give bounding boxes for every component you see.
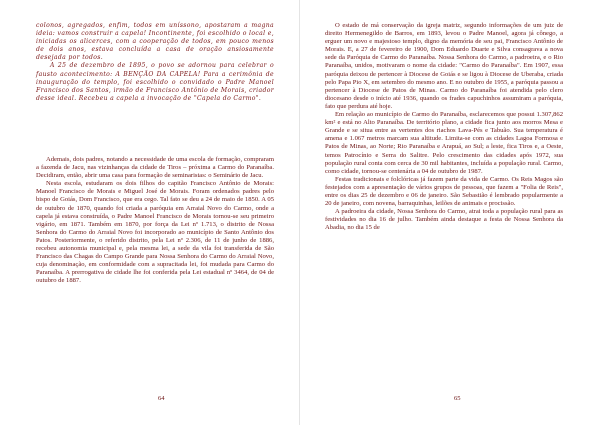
quotation-block [36,22,274,103]
body-paragraph: O estado de má conservação da igreja matriz, segundo informações de um juiz de direito Hermenegildo de Barros, em 1893, levou o Padre Manoel, agora já cônego, a erguer um novo e majestoso templo, digno da memória de seu pai, Francisco Antônio de Morais. E, a 27 de fevereiro de 1900, Dom Eduardo Duarte e Silva consagrava a nova sede da Paróquia de Carmo do Paranaíba. Nossa Senhora do Carmo, a padroeira, e o Rio Paranaíba, unidos, motivaram o nome da cidade: "Carmo do Paranaíba". Em 1907, essa paróquia deixou de pertencer à Diocese de Goiás e se ligou à Diocese de Uberaba, criada pelo Papa Pio X, em setembro do mesmo ano. E no outubro de 1955, a paróquia passou a pertencer à Diocese de Patos de Minas. Carmo do Paranaíba foi atendida pelo clero diocesano desde o início até 1936, quando os frades capuchinhos assumiram a paróquia, fato que perdura até hoje. [325,22,563,110]
body-paragraph: Em relação ao município de Carmo do Paranaíba, esclarecemos que possui 1.307,862 km² e está no Alto Paranaíba. De território plano, a cidade fica junto aos morros Mesa e Grande e se situa entre as vertentes dos riachos Lava-Pés e Tabuão. Sua temperatura é amena e 1.067 metros marcam sua altitude. Limita-se com as cidades Lagoa Formosa e Patos de Minas, ao Norte; Rio Paranaíba e Arapuá, ao Sul; a leste, fica Tiros e, a Oeste, temos Patrocínio e Serra do Salitre. Pelo crescimento das cidades após 1972, sua população rural conta com cerca de 30 mil habitantes, incluída a população rural. Carmo, como cidade, tornou-se centenária a 04 de outubro de 1987. [325,111,563,175]
body-paragraph: Ademais, dois padres, notando a necessidade de uma escola de formação, compraram a fazenda de Jacu, nas vizinhanças da cidade de Tiros – próxima a Carmo do Paranaíba. Decidiram, então, abrir uma casa para formação de seminaristas: o Seminário de Jacu. [36,156,274,180]
left-body-text [36,156,274,286]
page-number-right: 65 [454,395,461,402]
quote-paragraph: A 25 de dezembro de 1895, o povo se adornou para celebrar o fausto acontecimento: A BENÇÃO DA CAPELA! Para a cerimônia de inauguração do templo, foi escolhido o convidado o Padre Manoel Francisco dos Santos, irmão de Francisco Antônio de Morais, criador desse ideal. Recebeu a capela a invocação de "Capela do Carmo". [36,62,274,102]
right-body-text [325,22,563,232]
body-paragraph: A padroeira da cidade, Nossa Senhora do Carmo, atrai toda a população rural para as festividades no dia 16 de julho. Também ainda destaque a festa de Nossa Senhora da Abadia, no dia 15 de [325,208,563,232]
quote-paragraph: colonos, agregados, enfim, todos em uníssono, apostaram a magna ideia: vamos construir a capela! Incontinente, foi escolhido o local e, iniciadas os alicerces, com a cooperação de todos, em pouco menos de dois anos, estava concluída a casa de oração ansiosamente desejada por todos. [36,22,274,62]
page-number-left: 64 [158,395,165,402]
body-paragraph: Festas tradicionais e folclóricas já fazem parte da vida de Carmo. Os Reis Magos são festejados com a apresentação de vários grupos de pessoas, que fazem a "Folia de Reis", entre os dias 25 de dezembro e 06 de janeiro. São Sebastião é lembrado popularmente a 20 de janeiro, com novena, barraquinhas, leilões de animais e procissão. [325,175,563,208]
body-paragraph: Nesta escola, estudaram os dois filhos do capitão Francisco Antônio de Morais: Manoel Francisco de Morais e Miguel José de Morais. Foram ordenados padres pelo bispo de Goiás, Dom Francisco, que era cego. Tal fato se deu a 24 de maio de 1850. A 05 de outubro de 1870, quando foi criada a paróquia em Arraial Novo do Carmo, onde a capela já estava construída, o Padre Manoel Francisco de Morais tornou-se seu primeiro vigário, em 1871. Também em 1870, por força da Lei nº 1.713, o distrito de Nossa Senhora do Carmo do Arraial Novo foi incorporado ao município de Santo Antônio dos Patos. Posteriormente, o referido distrito, pela Lei nº 2.306, de 11 de junho de 1886, recebeu autonomia municipal e, pela mesma lei, a sede da vila foi transferida de São Francisco das Chagas do Campo Grande para Nossa Senhora do Carmo do Arraial Novo, cuja denominação, em conformidade com a supracitada lei, foi mudada para Carmo do Paranaíba. A prerrogativa de cidade lhe foi conferida pela Lei estadual nº 3464, de 04 de outubro de 1887. [36,180,274,285]
